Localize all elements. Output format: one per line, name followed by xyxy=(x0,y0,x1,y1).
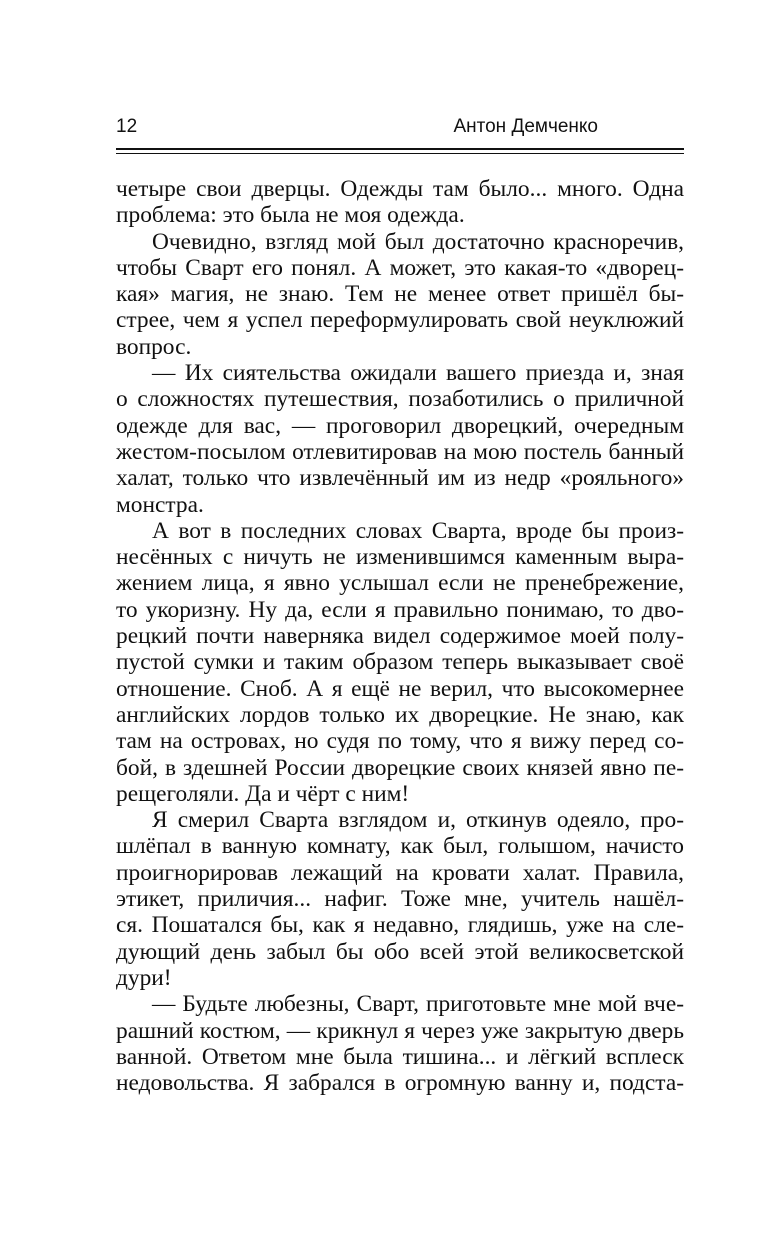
text-line: то укоризну. Ну да, если я правильно понимаю, то дво- xyxy=(116,596,684,623)
text-line: дури! xyxy=(116,964,172,991)
text-line: чтобы Сварт его понял. А может, это какая-то «дворец- xyxy=(116,254,684,281)
text-line: английских лордов только их дворецкие. Не знаю, как xyxy=(116,701,684,728)
text-line: жением лица, я явно услышал если не пренебрежение, xyxy=(116,570,684,597)
text-line: ся. Пошатался бы, как я недавно, глядишь, уже на сле- xyxy=(116,912,684,939)
text-line: стрее, чем я успел переформулировать свой неуклюжий xyxy=(116,307,684,334)
text-line: пустой сумки и таким образом теперь выказывает своё xyxy=(116,649,684,676)
text-line: одежде для вас, — проговорил дворецкий, очередным xyxy=(116,412,684,439)
body-text xyxy=(116,176,684,1096)
text-line: — Их сиятельства ожидали вашего приезда и, зная xyxy=(152,360,684,387)
text-line: рецкий почти наверняка видел содержимое моей полу- xyxy=(116,623,684,650)
text-line: рещеголяли. Да и чёрт с ним! xyxy=(116,780,410,807)
text-line: дующий день забыл бы обо всей этой великосветской xyxy=(116,938,684,965)
text-line: А вот в последних словах Сварта, вроде бы произ- xyxy=(152,517,684,544)
text-line: о сложностях путешествия, позаботились о приличной xyxy=(116,386,684,413)
running-head xyxy=(116,114,684,144)
text-line: этикет, приличия... нафиг. Тоже мне, учитель нашёл- xyxy=(116,886,684,913)
text-line: там на островах, но судя по тому, что я вижу перед со- xyxy=(116,728,684,755)
text-line: ванной. Ответом мне была тишина... и лёгкий всплеск xyxy=(116,1043,684,1070)
text-line: кая» магия, не знаю. Тем не менее ответ пришёл бы- xyxy=(116,281,684,308)
text-line: отношение. Сноб. А я ещё не верил, что высокомернее xyxy=(116,675,684,702)
running-title: Антон Демченко xyxy=(453,116,598,137)
text-line: Очевидно, взгляд мой был достаточно красноречив, xyxy=(152,228,684,255)
header-rule-thin xyxy=(116,153,684,154)
text-line: жестом-посылом отлевитировав на мою постель банный xyxy=(116,438,684,465)
text-line: проблема: это была не моя одежда. xyxy=(116,202,465,229)
header-rule-thick xyxy=(116,148,684,150)
text-line: четыре свои дверцы. Одежды там было... много. Одна xyxy=(116,176,684,202)
text-line: проигнорировав лежащий на кровати халат. Правила, xyxy=(116,859,684,886)
text-line: монстра. xyxy=(116,491,204,518)
text-line: несённых с ничуть не изменившимся каменным выра- xyxy=(116,544,684,571)
text-line: рашний костюм, — крикнул я через уже закрытую дверь xyxy=(116,1017,684,1044)
text-line: недовольства. Я забрался в огромную ванну и, подста- xyxy=(116,1070,684,1097)
text-line: Я смерил Сварта взглядом и, откинув одеяло, про- xyxy=(152,807,684,834)
text-line: шлёпал в ванную комнату, как был, голышом, начисто xyxy=(116,833,684,860)
page-number: 12 xyxy=(116,116,138,137)
text-line: — Будьте любезны, Сварт, приготовьте мне мой вче- xyxy=(152,991,684,1018)
text-line: халат, только что извлечённый им из недр «рояльного» xyxy=(116,465,684,492)
text-line: бой, в здешней России дворецкие своих князей явно пе- xyxy=(116,754,684,781)
text-line: вопрос. xyxy=(116,333,192,360)
